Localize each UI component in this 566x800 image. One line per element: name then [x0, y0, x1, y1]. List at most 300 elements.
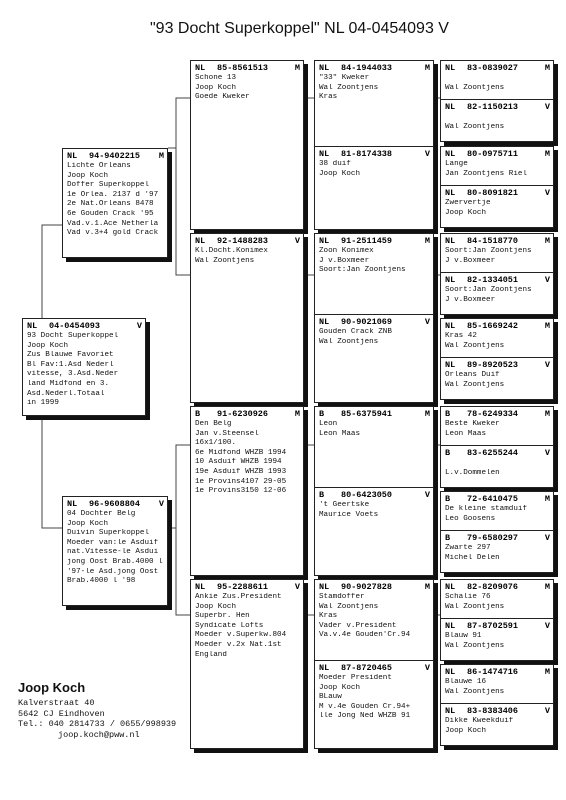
pedigree-card-c4d — [440, 318, 554, 400]
bird-entry-sdds — [441, 319, 553, 357]
sex-marker: M — [544, 409, 550, 419]
detail-line: '97-le Asd.jong Oost — [67, 567, 159, 576]
detail-line: Blauwe 16 — [445, 678, 487, 686]
ring-header — [63, 149, 167, 162]
bird-entry-dss — [315, 407, 433, 487]
ring-header — [441, 704, 553, 717]
bird-details — [441, 459, 553, 478]
detail-line: 't Geertske — [319, 501, 370, 509]
country-code: NL — [445, 149, 456, 159]
detail-line: Joop Koch — [67, 171, 109, 180]
sex-marker: V — [544, 360, 550, 370]
pedigree-card-c3c — [314, 406, 434, 576]
detail-line: Asd.Nederl.Totaal — [27, 389, 105, 398]
country-code: NL — [445, 63, 456, 73]
ring-header — [315, 661, 433, 674]
detail-line: Joop Koch — [445, 726, 487, 735]
bird-entry-sdss — [441, 234, 553, 272]
ring-number: 87-8702591 — [467, 621, 519, 631]
detail-line: Zoon Konimex — [319, 247, 374, 255]
country-code: NL — [445, 275, 456, 285]
detail-line: Wal Zoontjens — [445, 687, 505, 696]
detail-line: Joop Koch — [319, 169, 361, 178]
bird-details — [315, 160, 433, 179]
sex-marker: V — [294, 236, 300, 246]
ring-header — [441, 147, 553, 160]
ring-header — [315, 407, 433, 420]
ring-number: 95-2288611 — [217, 582, 269, 592]
ring-header — [315, 580, 433, 593]
bird-details — [441, 286, 553, 305]
bird-entry-dsdd — [441, 530, 553, 574]
detail-line: 1e Provins3150 12-06 — [195, 487, 287, 496]
detail-line: England — [195, 650, 227, 659]
ring-number: 80-8091821 — [467, 188, 519, 198]
detail-line: Superbr. Hen — [195, 612, 250, 621]
bird-details — [441, 371, 553, 390]
bird-entry-dds — [315, 580, 433, 660]
detail-line: Moeder van:le Asduif — [67, 538, 159, 547]
country-code: NL — [445, 706, 456, 716]
detail-line: 6e Gouden Crack '95 — [67, 209, 154, 218]
sex-marker: M — [544, 667, 550, 677]
detail-line: Vad.v.1.Ace Netherla — [67, 219, 159, 228]
sex-marker: V — [424, 149, 430, 159]
bird-details — [441, 593, 553, 612]
detail-line: Wal Zoontjens — [445, 341, 505, 350]
detail-line: Doffer Superkoppel — [67, 181, 150, 190]
detail-line: nat.Vitesse-le Asdui — [67, 548, 159, 557]
ring-number: 92-1488283 — [217, 236, 269, 246]
bird-entry-dssd — [441, 445, 553, 489]
detail-line: in 1999 — [27, 399, 59, 408]
detail-line: De kleine stamduif — [445, 505, 528, 513]
bird-details — [441, 420, 553, 439]
detail-line: Orleans Duif — [445, 371, 500, 379]
bird-details — [191, 593, 303, 660]
sex-marker: M — [544, 149, 550, 159]
ring-header — [63, 497, 167, 510]
bird-entry-ds — [191, 407, 303, 577]
ring-header — [441, 492, 553, 505]
detail-line: Joop Koch — [319, 683, 361, 692]
sex-marker: V — [158, 499, 164, 509]
detail-line — [445, 74, 553, 84]
breeder-city: 5642 CJ Eindhoven — [18, 708, 105, 719]
country-code: B — [319, 490, 325, 500]
pedigree-card-sd — [190, 233, 304, 403]
ring-header — [441, 446, 553, 459]
detail-line: Maurice Voets — [319, 510, 379, 519]
ring-number: 04-0454093 — [49, 321, 101, 331]
sex-marker: V — [544, 621, 550, 631]
bird-entry-dddd — [441, 703, 553, 747]
country-code: NL — [319, 149, 330, 159]
detail-line: Schone 13 — [195, 74, 237, 82]
country-code: B — [445, 448, 451, 458]
ring-header — [441, 61, 553, 74]
pedigree-card-c4f — [440, 491, 554, 573]
ring-header — [441, 407, 553, 420]
sex-marker: M — [424, 582, 430, 592]
country-code: B — [445, 494, 451, 504]
bird-entry-sire — [63, 149, 167, 259]
ring-number: 82-8209076 — [467, 582, 519, 592]
country-code: NL — [445, 102, 456, 112]
bird-entry-ddss — [441, 580, 553, 618]
sex-marker: V — [544, 533, 550, 543]
detail-line: Jan v.Steensel — [195, 429, 259, 438]
ring-header — [191, 61, 303, 74]
bird-entry-dam — [63, 497, 167, 607]
bird-details — [441, 678, 553, 697]
detail-line: Moeder v.2x Nat.1st — [195, 640, 282, 649]
detail-line: Joop Koch — [67, 519, 109, 528]
detail-line: Wal Zoontjens — [445, 641, 505, 650]
pedigree-card-subject — [22, 318, 146, 416]
detail-line: Moeder v.Superkw.804 — [195, 631, 287, 640]
country-code: NL — [445, 321, 456, 331]
ring-number: 94-9402215 — [89, 151, 141, 161]
detail-line: Brab.4000 l '98 — [67, 577, 136, 586]
country-code: NL — [195, 582, 206, 592]
country-code: NL — [445, 360, 456, 370]
page-title: "93 Docht Superkoppel" NL 04-0454093 V — [150, 20, 449, 37]
pedigree-card-c4h — [440, 664, 554, 746]
ring-number: 80-0975711 — [467, 149, 519, 159]
detail-line: Duivin Superkoppel — [67, 529, 150, 538]
detail-line: Wal Zoontjens — [319, 602, 379, 611]
pedigree-card-c4c — [440, 233, 554, 315]
bird-entry-ss — [191, 61, 303, 231]
detail-line: 16x1/100. — [195, 439, 237, 448]
bird-details — [315, 247, 433, 276]
detail-line: Stamdoffer — [319, 593, 365, 601]
ring-number: 85-6375941 — [341, 409, 393, 419]
country-code: NL — [445, 236, 456, 246]
breeder-address: Kalverstraat 40 — [18, 698, 95, 708]
sex-marker: V — [424, 490, 430, 500]
country-code: NL — [445, 621, 456, 631]
country-code: NL — [67, 499, 78, 509]
ring-header — [441, 186, 553, 199]
sex-marker: M — [158, 151, 164, 161]
ring-number: 81-8174338 — [341, 149, 393, 159]
bird-entry-dsss — [441, 407, 553, 445]
country-code: NL — [319, 236, 330, 246]
detail-line: Dikke Kweekduif — [445, 717, 514, 725]
detail-line: Vad v.3+4 gold Crack — [67, 229, 159, 238]
ring-number: 80-6423050 — [341, 490, 393, 500]
bird-details — [441, 332, 553, 351]
detail-line: Lange — [445, 160, 468, 168]
ring-header — [315, 61, 433, 74]
country-code: NL — [319, 63, 330, 73]
ring-number: 91-6230926 — [217, 409, 269, 419]
ring-number: 83-8383406 — [467, 706, 519, 716]
ring-header — [315, 147, 433, 160]
ring-number: 84-1944033 — [341, 63, 393, 73]
detail-line: Blauw 91 — [445, 632, 482, 640]
country-code: NL — [445, 582, 456, 592]
pedigree-card-dam — [62, 496, 168, 606]
detail-line: Zus Blauwe Favoriet — [27, 351, 114, 360]
detail-line: BLauw — [319, 693, 342, 702]
ring-number: 79-6580297 — [467, 533, 519, 543]
bird-entry-ddd — [315, 660, 433, 750]
detail-line: Den Belg — [195, 420, 232, 428]
ring-header — [191, 234, 303, 247]
bird-entry-sssd — [441, 99, 553, 143]
detail-line: Beste Kweker — [445, 420, 500, 428]
detail-line: Wal Zoontjens — [319, 337, 379, 346]
bird-details — [441, 113, 553, 132]
sex-marker: V — [424, 663, 430, 673]
detail-line: Moeder President — [319, 674, 392, 682]
sex-marker: M — [544, 321, 550, 331]
ring-header — [441, 665, 553, 678]
bird-details — [441, 199, 553, 218]
detail-line: vitesse, 3.Asd.Neder — [27, 370, 119, 379]
pedigree-card-sire — [62, 148, 168, 258]
bird-entry-ssss — [441, 61, 553, 99]
detail-line: 04 Dochter Belg — [67, 510, 136, 518]
sex-marker: M — [544, 236, 550, 246]
ring-header — [441, 358, 553, 371]
detail-line: land Midfond en 3. — [27, 379, 110, 388]
bird-details — [315, 74, 433, 103]
pedigree-card-c4a — [440, 60, 554, 142]
bird-entry-ddds — [441, 665, 553, 703]
ring-header — [315, 315, 433, 328]
bird-details — [441, 505, 553, 524]
bird-details — [315, 674, 433, 722]
ring-number: 96-9608804 — [89, 499, 141, 509]
bird-entry-sdsd — [441, 272, 553, 316]
detail-line: Joop Koch — [195, 83, 237, 92]
ring-number: 78-6249334 — [467, 409, 519, 419]
country-code: NL — [195, 63, 206, 73]
sex-marker: M — [544, 63, 550, 73]
sex-marker: V — [544, 102, 550, 112]
ring-header — [315, 488, 433, 501]
bird-details — [63, 510, 167, 587]
bird-details — [191, 247, 303, 266]
detail-line: Michel Delen — [445, 553, 500, 562]
bird-entry-sd — [191, 234, 303, 404]
ring-number: 82-1150213 — [467, 102, 519, 112]
detail-line: Gouden Crack ZNB — [319, 328, 392, 336]
detail-line: Schalie 76 — [445, 593, 491, 601]
country-code: NL — [67, 151, 78, 161]
ring-header — [441, 273, 553, 286]
detail-line: Joop Koch — [27, 341, 69, 350]
detail-line: Kras — [319, 93, 338, 102]
bird-entry-ssds — [441, 147, 553, 185]
ring-number: 82-1334051 — [467, 275, 519, 285]
ring-header — [441, 234, 553, 247]
bird-details — [191, 74, 303, 103]
pedigree-card-c4g — [440, 579, 554, 661]
ring-number: 91-2511459 — [341, 236, 393, 246]
ring-number: 84-1518770 — [467, 236, 519, 246]
ring-header — [315, 234, 433, 247]
detail-line: M v.4e Gouden Cr.94+ — [319, 702, 411, 711]
bird-details — [441, 717, 553, 736]
detail-line — [445, 113, 553, 123]
detail-line: Lichte Orleans — [67, 162, 131, 170]
bird-details — [441, 632, 553, 651]
ring-number: 83-0839027 — [467, 63, 519, 73]
ring-header — [441, 580, 553, 593]
detail-line: 93 Docht Superkoppel — [27, 332, 119, 340]
sex-marker: V — [294, 582, 300, 592]
sex-marker: V — [544, 275, 550, 285]
sex-marker: M — [544, 582, 550, 592]
detail-line: Leo Goosens — [445, 514, 496, 523]
bird-details — [441, 74, 553, 93]
ring-header — [191, 580, 303, 593]
detail-line: Vader v.President — [319, 621, 397, 630]
bird-details — [23, 332, 145, 409]
bird-details — [441, 544, 553, 563]
detail-line: lle Jong Ned WHZB 91 — [319, 712, 411, 721]
ring-header — [441, 619, 553, 632]
bird-details — [441, 160, 553, 179]
sex-marker: M — [424, 63, 430, 73]
ring-number: 85-1669242 — [467, 321, 519, 331]
ring-number: 90-9021069 — [341, 317, 393, 327]
detail-line: Soort:Jan Zoontjens — [445, 247, 532, 255]
detail-line: Bl Fav:1.Asd Nederl — [27, 360, 114, 369]
bird-entry-sds — [315, 234, 433, 314]
pedigree-card-ss — [190, 60, 304, 230]
detail-line: Wal Zoontjens — [319, 83, 379, 92]
detail-line: Wal Zoontjens — [195, 256, 255, 265]
bird-entry-dd — [191, 580, 303, 750]
ring-header — [441, 319, 553, 332]
detail-line: 1e Orlea. 2137 d '97 — [67, 190, 159, 199]
country-code: NL — [319, 582, 330, 592]
ring-header — [23, 319, 145, 332]
ring-number: 86-1474716 — [467, 667, 519, 677]
ring-header — [191, 407, 303, 420]
bird-entry-sdd — [315, 314, 433, 404]
sex-marker: M — [424, 236, 430, 246]
detail-line: Kras — [319, 612, 338, 621]
detail-line: Ankie Zus.President — [195, 593, 282, 601]
country-code: NL — [319, 317, 330, 327]
detail-line: Jan Zoontjens Riel — [445, 169, 528, 178]
bird-entry-dsd — [315, 487, 433, 577]
bird-entry-ssdd — [441, 185, 553, 229]
country-code: B — [319, 409, 325, 419]
bird-entry-sddd — [441, 357, 553, 401]
bird-details — [441, 247, 553, 266]
detail-line: Syndicate Lofts — [195, 621, 264, 630]
sex-marker: V — [424, 317, 430, 327]
detail-line: Joop Koch — [445, 208, 487, 217]
detail-line: L.v.Dommelen — [445, 468, 500, 477]
detail-line: 2e Nat.Orleans 8478 — [67, 200, 154, 209]
detail-line: Wal Zoontjens — [445, 602, 505, 611]
bird-entry-ssd — [315, 146, 433, 231]
country-code: B — [445, 409, 451, 419]
sex-marker: M — [294, 409, 300, 419]
bird-details — [315, 501, 433, 520]
detail-line: 1e Provins4107 29-05 — [195, 477, 287, 486]
bird-details — [315, 328, 433, 347]
bird-details — [63, 162, 167, 239]
bird-details — [315, 593, 433, 641]
country-code: NL — [195, 236, 206, 246]
sex-marker: V — [544, 448, 550, 458]
breeder-contact — [18, 680, 176, 740]
detail-line: Wal Zoontjens — [445, 122, 505, 131]
bird-details — [315, 420, 433, 439]
detail-line: Wal Zoontjens — [445, 380, 505, 389]
detail-line: Zwervertje — [445, 199, 491, 207]
country-code: NL — [445, 188, 456, 198]
detail-line: 6e Midfond WHZB 1994 — [195, 448, 287, 457]
sex-marker: M — [294, 63, 300, 73]
pedigree-card-c4b — [440, 146, 554, 228]
detail-line: 10 Asduif WHZB 1994 — [195, 458, 282, 467]
bird-details — [191, 420, 303, 497]
detail-line: Wal Zoontjens — [445, 83, 505, 92]
ring-number: 72-6410475 — [467, 494, 519, 504]
detail-line: J v.Boxmeer — [319, 256, 370, 265]
detail-line: Kl.Docht.Konimex — [195, 247, 268, 255]
ring-number: 87-8720465 — [341, 663, 393, 673]
ring-number: 83-6255244 — [467, 448, 519, 458]
breeder-name: Joop Koch — [18, 680, 86, 695]
breeder-phone: Tel.: 040 2814733 / 0655/998939 — [18, 719, 177, 729]
bird-entry-dsds — [441, 492, 553, 530]
detail-line: Goede Kweker — [195, 93, 250, 102]
detail-line: Leon Maas — [445, 429, 487, 438]
sex-marker: V — [136, 321, 142, 331]
detail-line: 19e Asduif WHZB 1993 — [195, 467, 287, 476]
detail-line: 38 duif — [319, 160, 351, 168]
bird-entry-subject — [23, 319, 145, 417]
ring-number: 89-8920523 — [467, 360, 519, 370]
breeder-email: joop.koch@pww.nl — [58, 729, 140, 740]
country-code: NL — [27, 321, 38, 331]
pedigree-card-dd — [190, 579, 304, 749]
sex-marker: V — [544, 706, 550, 716]
pedigree-card-ds — [190, 406, 304, 576]
country-code: NL — [445, 667, 456, 677]
bird-entry-ddsd — [441, 618, 553, 662]
country-code: NL — [319, 663, 330, 673]
detail-line: J v.Boxmeer — [445, 295, 496, 304]
sex-marker: M — [424, 409, 430, 419]
pedigree-card-c3d — [314, 579, 434, 749]
sex-marker: V — [544, 188, 550, 198]
detail-line: Leon — [319, 420, 338, 428]
country-code: B — [195, 409, 201, 419]
detail-line: Leon Maas — [319, 429, 361, 438]
detail-line — [445, 459, 553, 469]
detail-line: J v.Boxmeer — [445, 256, 496, 265]
bird-entry-sss — [315, 61, 433, 146]
detail-line: Kras 42 — [445, 332, 477, 340]
pedigree-card-c3b — [314, 233, 434, 403]
detail-line: Soort:Jan Zoontjens — [445, 286, 532, 294]
pedigree-card-c3a — [314, 60, 434, 230]
detail-line: Va.v.4e Gouden'Cr.94 — [319, 631, 411, 640]
